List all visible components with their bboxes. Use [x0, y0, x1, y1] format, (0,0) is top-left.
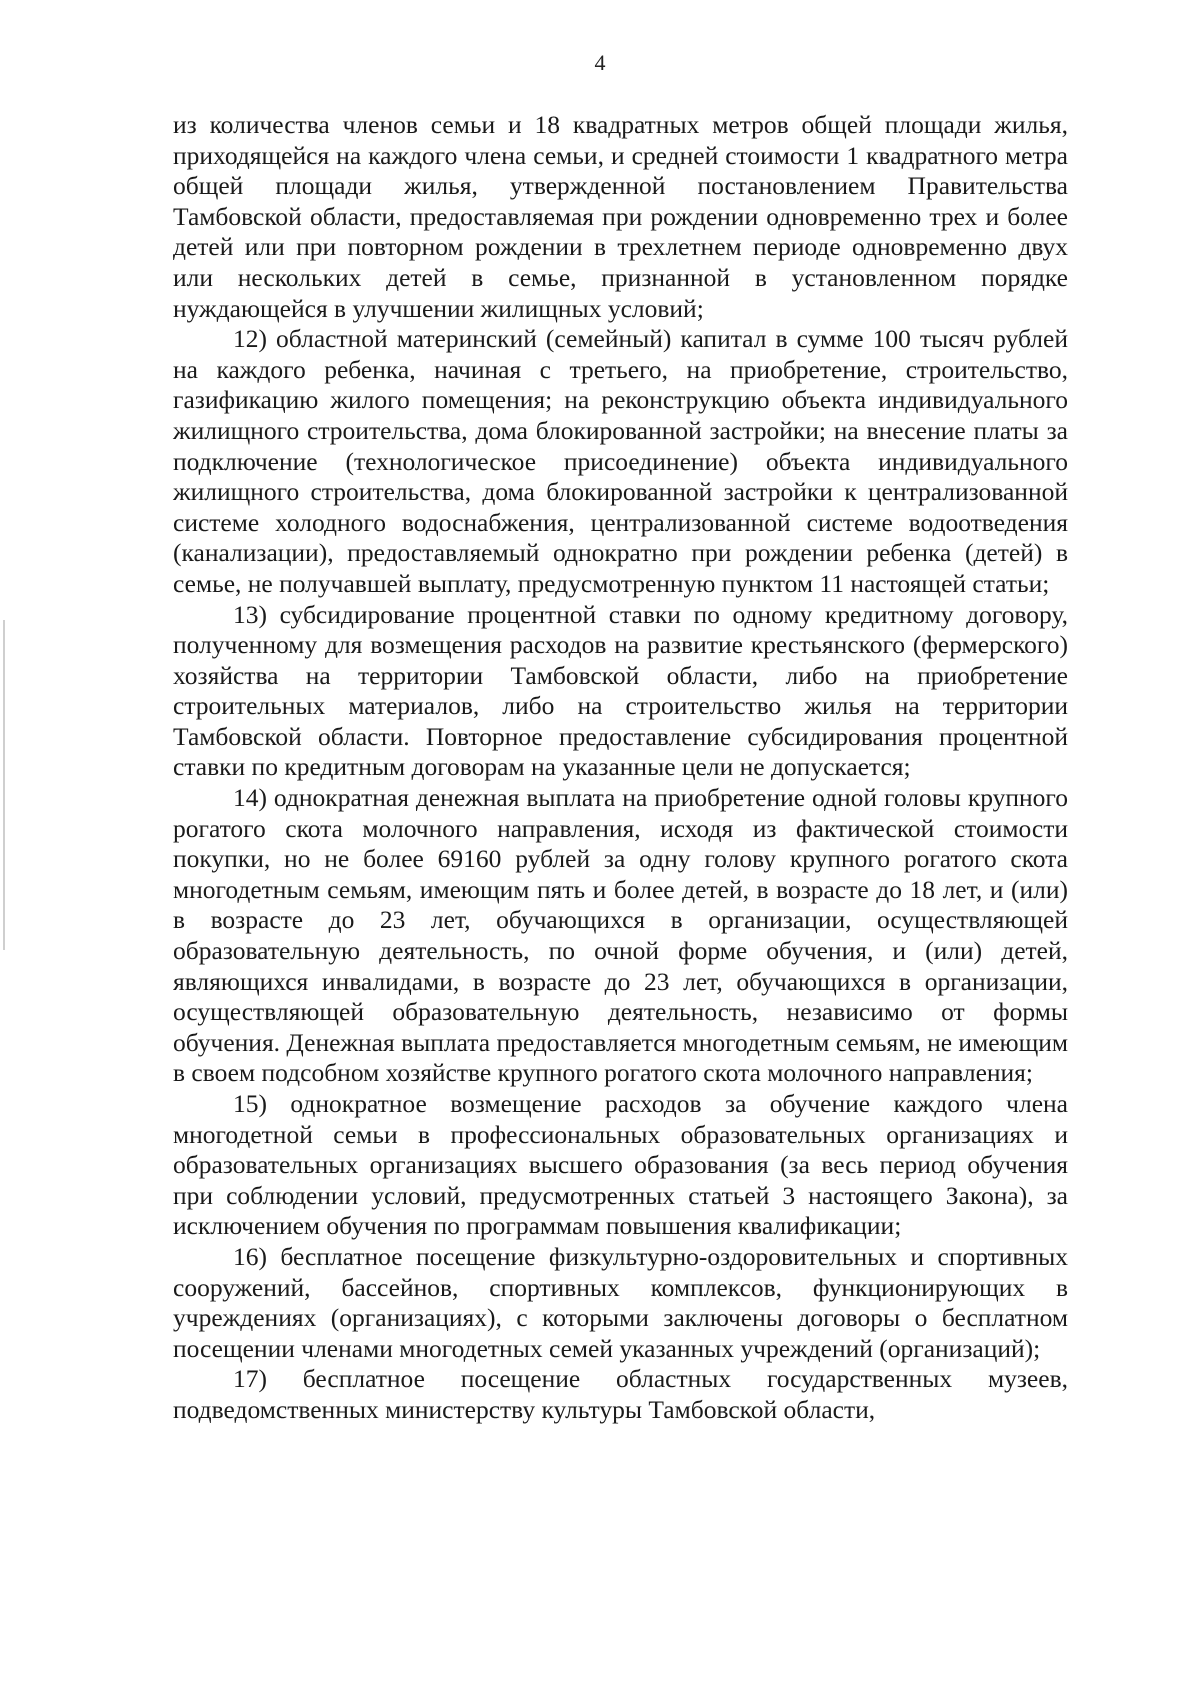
paragraph-continuation: из количества членов семьи и 18 квадратных метров общей площади жилья, приходящейся на каждого члена семьи, и средней стоимости 1 квадратного метра общей площади жилья, утвержденной постановлением Правительства Тамбовской области, предоставляемая при рождении одновременно трех и более детей или при повторном рождении в трехлетнем периоде одновременно двух или нескольких детей в семье, признанной в установленном порядке нуждающейся в улучшении жилищных условий; — [173, 110, 1068, 323]
paragraph-item-16: 16) бесплатное посещение физкультурно-оздоровительных и спортивных сооружений, бассейнов, спортивных комплексов, функционирующих в учреждениях (организациях), с которыми заключены договоры о бесплатном посещении членами многодетных семей указанных учреждений (организаций); — [173, 1241, 1068, 1363]
paragraph-item-17: 17) бесплатное посещение областных государственных музеев, подведомственных министерству культуры Тамбовской области, — [173, 1364, 1068, 1424]
paragraph-item-13: 13) субсидирование процентной ставки по одному кредитному договору, полученному для возмещения расходов на развитие крестьянского (фермерского) хозяйства на территории Тамбовской области, либо на приобретение строительных материалов, либо на строительство жилья на территории Тамбовской области. Повторное предоставление субсидирования процентной ставки по кредитным договорам на указанные цели не допускается; — [173, 599, 1068, 782]
paragraph-item-12: 12) областной материнский (семейный) капитал в сумме 100 тысяч рублей на каждого ребенка, начиная с третьего, на приобретение, строительство, газификацию жилого помещения; на реконструкцию объекта индивидуального жилищного строительства, дома блокированной застройки; на внесение платы за подключение (технологическое присоединение) объекта индивидуального жилищного строительства, дома блокированной застройки к централизованной системе холодного водоснабжения, централизованной системе водоотведения (канализации), предоставляемый однократно при рождении ребенка (детей) в семье, не получавшей выплату, предусмотренную пунктом 11 настоящей статьи; — [173, 324, 1068, 598]
paragraph-item-15: 15) однократное возмещение расходов за обучение каждого члена многодетной семьи в профессиональных образовательных организациях и образовательных организациях высшего образования (за весь период обучения при соблюдении условий, предусмотренных статьей 3 настоящего Закона), за исключением обучения по программам повышения квалификации; — [173, 1089, 1068, 1241]
document-body — [173, 110, 1068, 1426]
page-number: 4 — [594, 50, 606, 75]
paragraph-item-14: 14) однократная денежная выплата на приобретение одной головы крупного рогатого скота молочного направления, исходя из фактической стоимости покупки, но не более 69160 рублей за одну голову крупного рогатого скота многодетным семьям, имеющим пять и более детей, в возрасте до 18 лет, и (или) в возрасте до 23 лет, обучающихся в организации, осуществляющей образовательную деятельность, по очной форме обучения, и (или) детей, являющихся инвалидами, в возрасте до 23 лет, обучающихся в организации, осуществляющей образовательную деятельность, независимо от формы обучения. Денежная выплата предоставляется многодетным семьям, не имеющим в своем подсобном хозяйстве крупного рогатого скота молочного направления; — [173, 783, 1068, 1088]
scan-edge-mark — [3, 620, 5, 950]
